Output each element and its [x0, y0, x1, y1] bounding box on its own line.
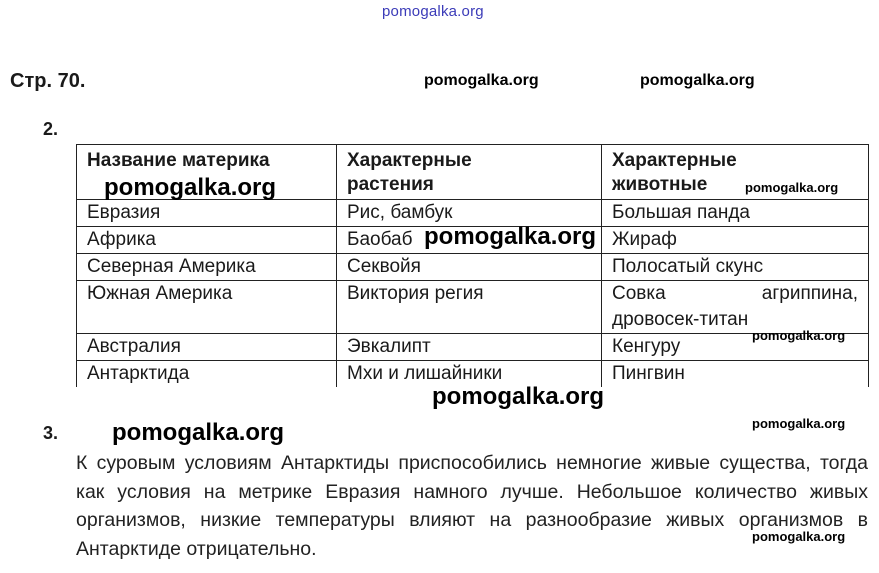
header-plants [337, 145, 602, 200]
cell-animals: Кенгуру [602, 334, 869, 361]
watermark-table-header-left: pomogalka.org [104, 174, 277, 201]
cell-animals: Жираф [602, 227, 869, 254]
header-plants-line1: Характерные [347, 150, 472, 171]
cell-plants: Секвойя [337, 254, 602, 281]
table-row [77, 281, 869, 334]
cell-plants: Баобаб [337, 227, 602, 254]
task-2-number: 2. [43, 119, 59, 139]
cell-animals-word-a: Совка [612, 283, 666, 304]
watermark-top: pomogalka.org [382, 3, 484, 20]
watermark-header-b: pomogalka.org [640, 72, 755, 89]
table-row [77, 334, 869, 361]
cell-animals [602, 281, 869, 334]
header-plants-line2: растения [347, 174, 434, 195]
cell-animals: Пингвин [602, 361, 869, 388]
watermark-table-kangaroo: pomogalka.org [752, 328, 846, 343]
header-continent-label: Название материка [87, 150, 270, 171]
cell-continent: Австралия [77, 334, 337, 361]
page-title: Стр. 70. [10, 70, 86, 92]
header-animals-line2: животные [612, 174, 708, 195]
task-3-number: 3. [43, 423, 59, 443]
cell-continent: Южная Америка [77, 281, 337, 334]
cell-continent: Евразия [77, 200, 337, 227]
cell-continent: Антарктида [77, 361, 337, 388]
cell-plants: Мхи и лишайники [337, 361, 602, 388]
watermark-task3-right: pomogalka.org [752, 416, 846, 431]
cell-animals-word-b: агриппина, [761, 283, 858, 304]
cell-continent: Северная Америка [77, 254, 337, 281]
table-row [77, 254, 869, 281]
cell-animals-line1 [612, 281, 858, 307]
watermark-table-middle: pomogalka.org [424, 223, 597, 250]
watermark-answer-end: pomogalka.org [752, 529, 846, 544]
watermark-header-a: pomogalka.org [424, 72, 539, 89]
cell-animals: Полосатый скунс [602, 254, 869, 281]
watermark-below-table: pomogalka.org [432, 383, 605, 410]
watermark-task3-left: pomogalka.org [112, 419, 285, 446]
cell-plants: Эвкалипт [337, 334, 602, 361]
cell-animals: Большая панда [602, 200, 869, 227]
cell-plants: Виктория регия [337, 281, 602, 334]
cell-plants: Рис, бамбук [337, 200, 602, 227]
header-animals-line1: Характерные [612, 150, 737, 171]
task-3-answer: К суровым условиям Антарктиды приспособились немногие живые существа, тогда как условия на метрике Евразия намного лучше. Небольшое количество живых организмов, низкие температуры влияют на разнообразие живых организмов в Антарктиде отрицательно. [76, 452, 868, 560]
cell-continent: Африка [77, 227, 337, 254]
cell-animals-line2: дровосек-титан [612, 309, 749, 330]
watermark-table-header-right: pomogalka.org [745, 180, 839, 195]
